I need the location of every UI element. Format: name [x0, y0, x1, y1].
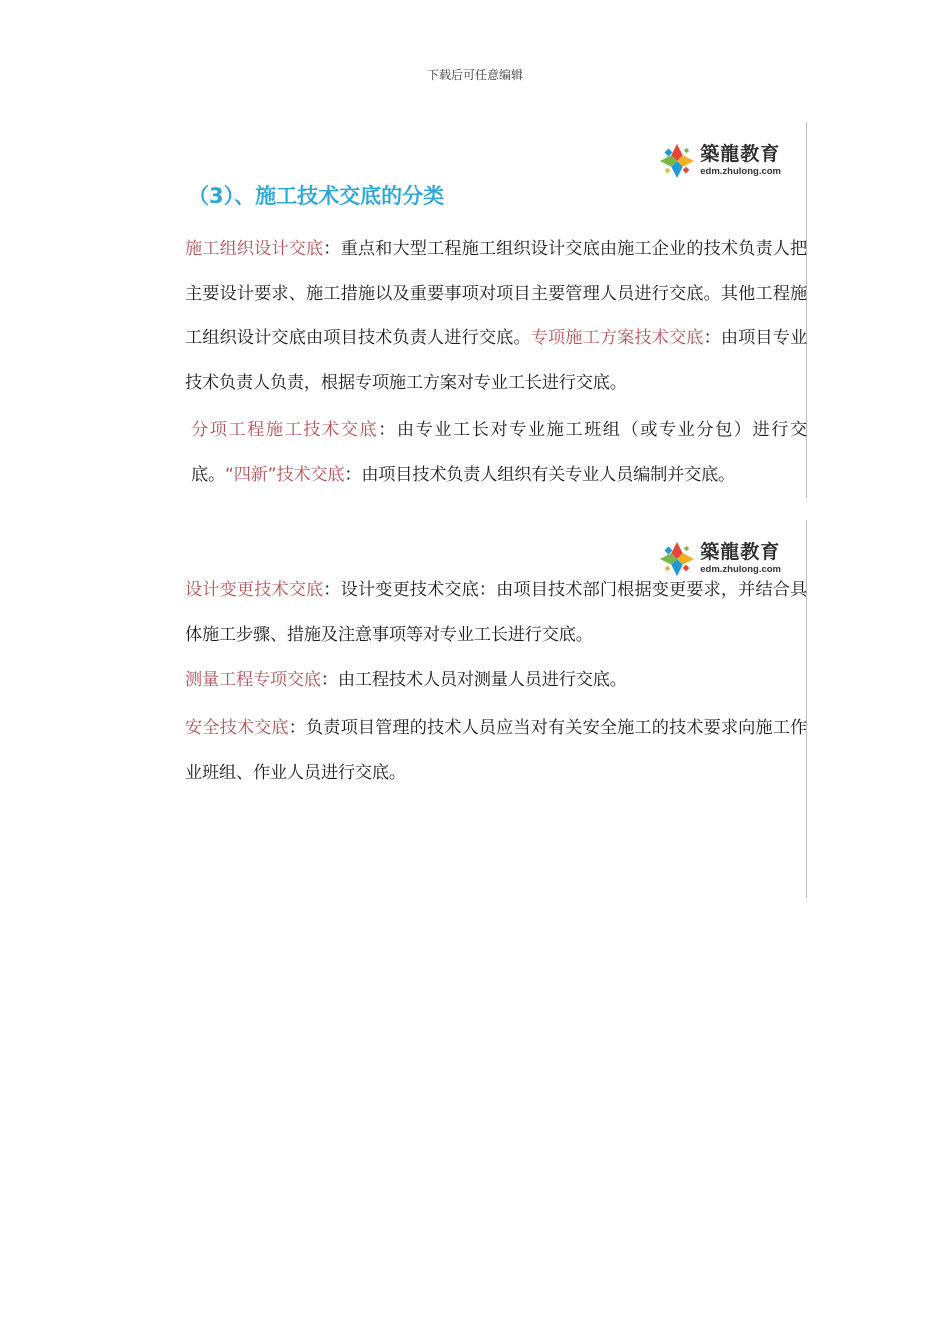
slide-classification: [183, 122, 808, 498]
paragraph-safety: [185, 706, 807, 795]
header-note: 下载后可任意编辑: [426, 68, 523, 82]
paragraph-organization-design: [185, 227, 807, 405]
slide-other-disclosures: [183, 520, 808, 898]
term-label: “四新”技术交底: [224, 464, 345, 485]
logo-name: 築龍教育: [700, 143, 781, 166]
term-label: 设计变更技术交底: [185, 580, 324, 600]
term-label: 测量工程专项交底: [185, 670, 321, 690]
logo-url: edm.zhulong.com: [700, 166, 781, 178]
paragraph-subitem-disclosure: [191, 408, 807, 497]
paragraph-text: ：由项目专业技术负责人负责，根据专项施工方案对专业工长进行交底。: [185, 328, 807, 393]
paragraph-text: ：由项目技术负责人组织有关专业人员编制并交底。: [344, 464, 736, 485]
paragraph-text: ：由工程技术人员对测量人员进行交底。: [320, 670, 627, 690]
zhulong-logo: [658, 142, 781, 180]
zhulong-logo-icon: [658, 142, 696, 180]
paragraph-text: ：重点和大型工程施工组织设计交底由施工企业的技术负责人把主要设计要求、施工措施以及重要事项对项目主要管理人员进行交底。其他工程施工组织设计交底由项目技术负责人进行交底。: [185, 239, 808, 348]
term-label: 专项施工方案技术交底: [530, 328, 704, 348]
term-label: 安全技术交底: [185, 718, 289, 738]
paragraph-text: ：负责项目管理的技术人员应当对有关安全施工的技术要求向施工作业班组、作业人员进行交底。: [185, 718, 807, 783]
logo-url: edm.zhulong.com: [700, 564, 781, 576]
paragraph-survey: [185, 658, 807, 703]
paragraph-design-change: [185, 568, 807, 657]
term-label: 施工组织设计交底: [185, 239, 324, 259]
section-heading: （3）、施工技术交底的分类: [188, 184, 445, 208]
paragraph-text: ：由专业工长对专业施工班组（或专业分包）进行交底。: [191, 420, 807, 485]
paragraph-text: ：设计变更技术交底：由项目技术部门根据变更要求，并结合具体施工步骤、措施及注意事项等对专业工长进行交底。: [185, 580, 808, 645]
logo-name: 築龍教育: [700, 541, 781, 564]
term-label: 分项工程施工技术交底: [191, 420, 379, 440]
